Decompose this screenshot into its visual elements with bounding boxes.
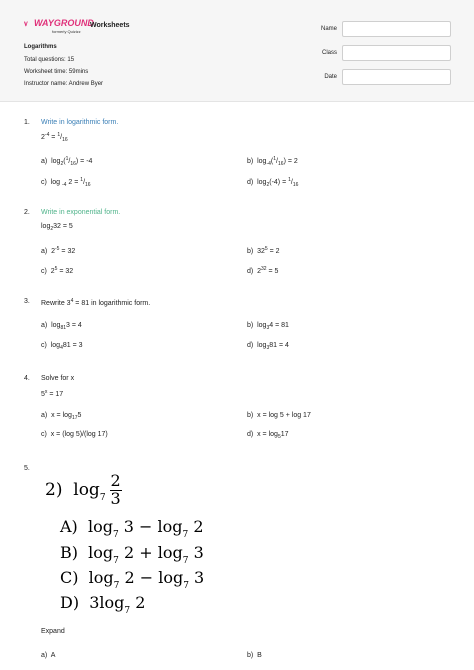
answer-option-c[interactable]: c) log $_{-4}$ $2 = ^1/_{16}$ bbox=[41, 177, 91, 188]
date-label: Date bbox=[324, 74, 337, 80]
logo-wordmark: WAYGROUND bbox=[34, 18, 94, 28]
question-number: 2. bbox=[24, 209, 30, 216]
answer-option-b[interactable]: b) $32^5 = 2$ bbox=[247, 246, 280, 255]
answer-option-a[interactable]: a) $\log_2(^1/_{16}) = -4$ bbox=[41, 156, 93, 167]
image-problem-expression: 2) $\log_7$ $\frac{2}{3}$ bbox=[45, 471, 121, 508]
name-field[interactable] bbox=[342, 21, 451, 37]
question-expression: $2^{-4} = ^1/_{16}$ bbox=[41, 132, 68, 143]
question-number: 5. bbox=[24, 465, 30, 472]
question-expression: $\log_232 = 5$ bbox=[41, 223, 73, 232]
image-choice-c: C) $\log_7 2 - \log_7 3$ bbox=[60, 568, 205, 591]
class-field[interactable] bbox=[342, 45, 451, 61]
question-expression: $5^x = 17$ bbox=[41, 389, 64, 398]
answer-option-d[interactable]: d) $x = \log_517$ bbox=[247, 431, 289, 440]
date-field[interactable] bbox=[342, 69, 451, 85]
question-prompt: Write in logarithmic form. bbox=[41, 119, 119, 126]
instructor-name: Instructor name: Andrew Byer bbox=[24, 81, 104, 87]
answer-option-a[interactable]: a) $\log_{81}3 = 4$ bbox=[41, 322, 82, 331]
answer-option-b[interactable]: b) B bbox=[247, 652, 262, 659]
answer-option-d[interactable]: d) $\log_381 = 4$ bbox=[247, 342, 289, 351]
answer-option-d[interactable]: d) $\log_2(-4) = ^1/_{16}$ bbox=[247, 177, 299, 188]
answer-option-a[interactable]: a) $x = \log_{17}5$ bbox=[41, 412, 82, 421]
worksheet-header bbox=[0, 0, 474, 102]
answer-option-c[interactable]: c) $\log_481 = 3$ bbox=[41, 342, 83, 351]
question-prompt: Solve for x bbox=[41, 375, 75, 382]
worksheets-title: Worksheets bbox=[90, 22, 130, 29]
answer-option-a[interactable]: a) $2^{-5} = 32$ bbox=[41, 246, 76, 255]
answer-option-b[interactable]: b) $\log_{-4}(^1/_{16}) = 2$ bbox=[247, 156, 298, 167]
answer-option-b[interactable]: b) x = log 5 + log 17 bbox=[247, 412, 311, 419]
image-choice-d: D) $3\log_7$ 2 bbox=[60, 593, 146, 616]
logo-mark-icon: ᥎ bbox=[24, 18, 28, 28]
answer-option-a[interactable]: a) A bbox=[41, 652, 56, 659]
question-number: 3. bbox=[24, 298, 30, 305]
image-choice-a: A) $\log_7 3 - \log_7 2$ bbox=[60, 517, 204, 540]
worksheet-name: Logarithms bbox=[24, 44, 57, 50]
answer-option-b-text: x = log 5 + log 17 bbox=[257, 412, 311, 419]
question-prompt: Write in exponential form. bbox=[41, 209, 121, 216]
question-prompt: Expand bbox=[41, 628, 65, 635]
question-number: 1. bbox=[24, 119, 30, 126]
answer-option-d[interactable]: d) $2^{32} = 5$ bbox=[247, 266, 279, 275]
worksheet-time: Worksheet time: 59mins bbox=[24, 69, 89, 75]
logo-subtitle: formerly Quizizz bbox=[52, 29, 81, 34]
total-questions: Total questions: 15 bbox=[24, 57, 75, 63]
image-choice-b: B) $\log_7 2 + \log_7 3$ bbox=[60, 543, 204, 566]
question-number: 4. bbox=[24, 375, 30, 382]
class-label: Class bbox=[321, 50, 337, 56]
answer-option-b[interactable]: b) $\log_34 = 81$ bbox=[247, 322, 289, 331]
answer-option-c[interactable]: c) $2^5 = 32$ bbox=[41, 266, 74, 275]
name-label: Name bbox=[320, 26, 337, 32]
question-prompt: Rewrite $3^4 = 81$ in logarithmic form. bbox=[41, 298, 151, 307]
answer-option-c[interactable]: c) x = (log 5)/(log 17) bbox=[41, 431, 108, 438]
answer-option-c-text: x = (log 5)/(log 17) bbox=[50, 431, 108, 438]
